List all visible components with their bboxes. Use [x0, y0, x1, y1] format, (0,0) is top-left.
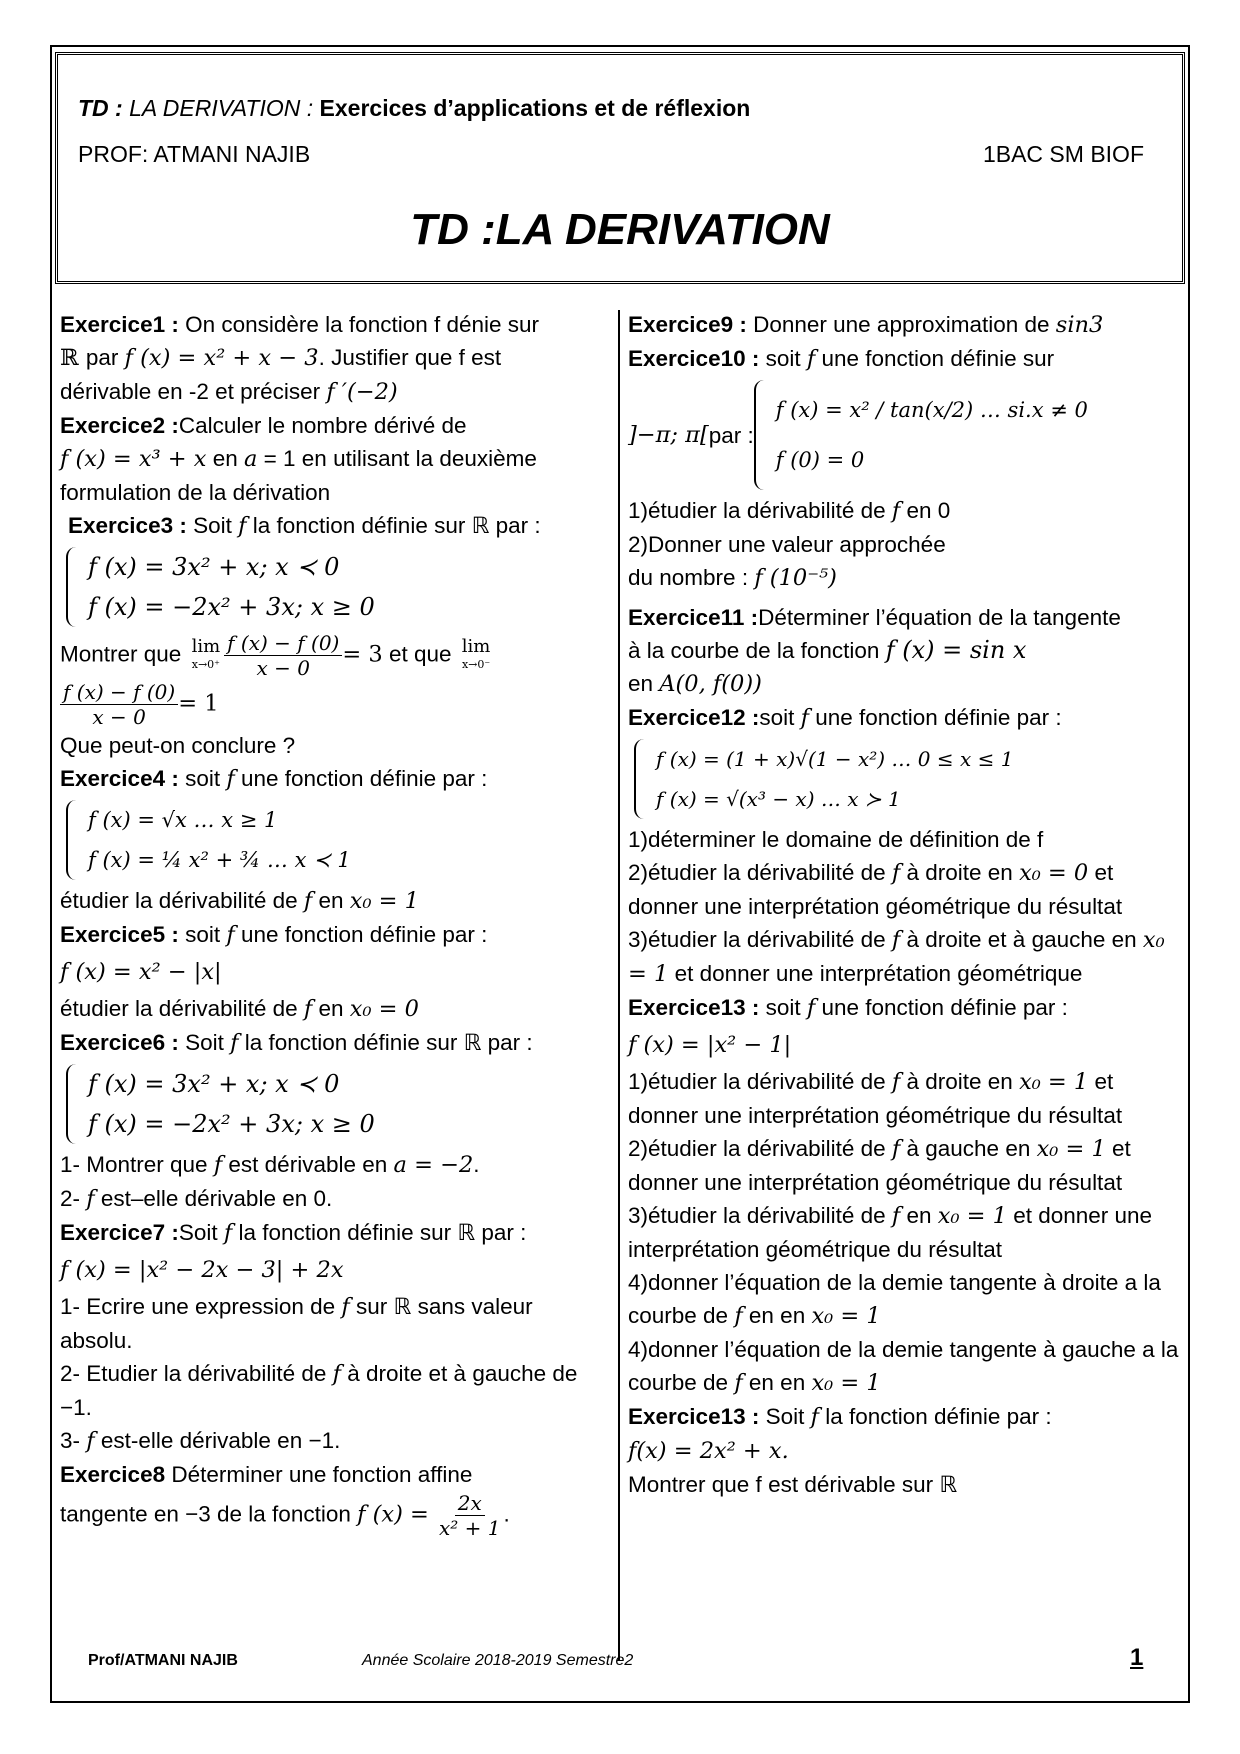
formula: f (x) = sin x — [885, 636, 1027, 664]
class-name: 1BAC SM BIOF — [982, 141, 1144, 167]
td-topic: LA DERIVATION : — [122, 95, 320, 121]
header-line — [78, 95, 750, 122]
formula: f (x) = |x² − 2x − 3| + 2x — [60, 1257, 344, 1283]
exercise-title: Exercice12 : — [628, 705, 760, 730]
piecewise-system: f (x) = 3x² + x; x ≺ 0 f (x) = −2x² + 3x; x ≥ 0 — [66, 547, 610, 627]
exercise-title: Exercice10 : — [628, 346, 760, 371]
exercise-title: Exercice6 : — [60, 1030, 179, 1055]
formula: f (x) = x³ + x — [60, 446, 207, 472]
column-divider — [618, 310, 620, 1660]
exercise-title: Exercice3 : — [68, 513, 187, 538]
exercise-title: Exercice11 : — [628, 605, 759, 630]
page-number: 1 — [1130, 1644, 1144, 1671]
subtitle: Exercices d’applications et de réflexion — [319, 95, 751, 121]
brace — [66, 1064, 80, 1144]
header-box — [55, 52, 1185, 284]
exercise-title: Exercice4 : — [60, 766, 179, 791]
exercise-6: Exercice6 : Soit f la fonction définie sur ℝ par : — [60, 1030, 533, 1056]
brace — [634, 739, 648, 819]
footer-author: Prof/ATMANI NAJIB — [88, 1652, 238, 1669]
brace — [754, 380, 768, 490]
td-prefix: TD : — [78, 95, 123, 121]
fraction: $\frac{2x}{\text{x² + 1}}$ — [439, 1491, 501, 1540]
exercise-4: Exercice4 : soit f une fonction définie par : — [60, 766, 488, 792]
brace — [66, 547, 80, 627]
exercise-title: Exercice9 : — [628, 312, 747, 337]
fraction: $\frac{f (x) - f (0)}{x - 0}$ — [60, 680, 178, 729]
exercise-1: Exercice1 : On considère la fonction f dénie sur ℝ par f (x) = x² + x − 3. Justifier que f est dérivable en -2 et préciser f ′(−2) — [60, 312, 540, 405]
exercise-7: Exercice7 :Soit f la fonction définie sur ℝ par : — [60, 1220, 527, 1246]
exercise-title: Exercice1 : — [60, 312, 179, 337]
exercise-title: Exercice7 : — [60, 1220, 179, 1245]
left-column: Exercice1 : On considère la fonction f dénie sur ℝ par f (x) = x² + x − 3. Justifier que f est dérivable en -2 et préciser f ′(−2) Exercice2 :Calculer le nombre dérivé de f (x) = x³ + x en a = 1 en utilisant la deuxième formulation de la dérivation Exercice3 : Soit f la fonction définie sur ℝ par : f (x) = 3x² + x; x ≺ 0 f (x) = −2x² + 3x; x ≥ 0 Montrer que lim x→0⁺ $\frac{f (x) - f (0)}{x - 0}$ = 3 et que lim x→0⁻ $\frac{f (x) - f (0)}{x - 0}$ = 1 Que peut-on conclure ? Exercice4 : soit f une fonction définie par : f (x) = √x … x ≥ 1 f (x) = ¼ x² + ¾ … x ≺ 1 étudier la dérivabilité de f en x₀ = 1 Exercice5 : soit f une fonction définie par : f (x) = x² − |x| étudier la dérivabilité de f en x₀ = 0 Exercice6 : Soit f la fonction définie sur ℝ par : f (x) = 3x² + x; x ≺ 0 f (x) = −2x² + 3x; x ≥ 0 1- Montrer que f est dérivable en a = −2. 2- f est–elle dérivable en 0. Exercice7 :Soit f la fonction définie sur ℝ par : f (x) = |x² − 2x − 3| + 2x 1- Ecrire une expression de f sur ℝ sans valeur absolu. 2- Etudier la dérivabilité de f à droite et à gauche de −1. 3- f est-elle dérivable en −1. Exercice8 Déterminer une fonction affine tangente en −3 de la fonction f (x) = $\frac{2x}{\text{x² + 1}}$ . — [60, 308, 610, 1540]
exercise-title: Exercice8 — [60, 1462, 166, 1487]
exercise-14: Exercice13 : Soit f la fonction définie par : f(x) = 2x² + x. Montrer que f est dérivable sur ℝ — [628, 1404, 1052, 1497]
piecewise-system: ]−π; π[ par : f (x) = x² / tan(x/2) … si.x ≠ 0 f (0) = 0 — [628, 380, 1183, 490]
exercise-title: Exercice13 : — [628, 1404, 760, 1429]
page-title: TD :LA DERIVATION — [410, 205, 830, 254]
exercise-5: Exercice5 : soit f une fonction définie par : — [60, 922, 488, 948]
formula: f (x) = |x² − 1| — [628, 1032, 792, 1058]
limit-op: lim x→0⁻ — [461, 635, 491, 671]
exercise-9: Exercice9 : Donner une approximation de sin3 — [628, 312, 1104, 338]
formula: f ′(−2) — [326, 379, 398, 405]
limit-line: Montrer que lim x→0⁺ $\frac{f (x) - f (0)}{x - 0}$ = 3 et que lim x→0⁻ $\frac{f (x) - f (0)}{x - 0}$ = 1 — [60, 631, 491, 729]
exercise-12: Exercice12 :soit f une fonction définie par : — [628, 705, 1062, 731]
exercise-13: Exercice13 : soit f une fonction définie par : — [628, 995, 1068, 1021]
prof-name: PROF: ATMANI NAJIB — [78, 141, 311, 167]
brace — [66, 800, 80, 880]
footer-year: Année Scolaire 2018-2019 Semestre2 — [362, 1652, 634, 1669]
piecewise-system: f (x) = √x … x ≥ 1 f (x) = ¼ x² + ¾ … x ≺ 1 — [66, 800, 610, 880]
exercise-10: Exercice10 : soit f une fonction définie sur — [628, 346, 1055, 372]
exercise-3: Exercice3 : Soit f la fonction définie sur ℝ par : — [68, 513, 541, 539]
piecewise-system: f (x) = (1 + x)√(1 − x²) … 0 ≤ x ≤ 1 f (x) = √(x³ − x) … x ≻ 1 — [634, 739, 1183, 819]
formula: f (x) = x² − |x| — [60, 959, 222, 985]
exercise-title: Exercice5 : — [60, 922, 179, 947]
fraction: $\frac{f (x) - f (0)}{x - 0}$ — [224, 631, 342, 680]
exercise-2: Exercice2 :Calculer le nombre dérivé de f (x) = x³ + x en a = 1 en utilisant la deuxième formulation de la dérivation — [60, 413, 537, 505]
exercise-title: Exercice2 : — [60, 413, 179, 438]
exercise-11: Exercice11 :Déterminer l’équation de la tangente à la courbe de la fonction f (x) = sin x en A(0, f(0)) — [628, 605, 1121, 697]
piecewise-system: f (x) = 3x² + x; x ≺ 0 f (x) = −2x² + 3x; x ≥ 0 — [66, 1064, 610, 1144]
exercise-8: Exercice8 Déterminer une fonction affine tangente en −3 de la fonction f (x) = $\frac{2x}{\text{x² + 1}}$ . — [60, 1462, 510, 1540]
exercise-title: Exercice13 : — [628, 995, 760, 1020]
right-column: Exercice9 : Donner une approximation de sin3 Exercice10 : soit f une fonction définie sur ]−π; π[ par : f (x) = x² / tan(x/2) … si.x ≠ 0 f (0) = 0 1)étudier la dérivabilité de f en 0 2)Donner une valeur approchée du nombre : f (10⁻⁵) Exercice11 :Déterminer l’équation de la tangente à la courbe de la fonction f (x) = sin x en A(0, f(0)) Exercice12 :soit f une fonction définie par : f (x) = (1 + x)√(1 − x²) … 0 ≤ x ≤ 1 f (x) = √(x³ − x) … x ≻ 1 1)déterminer le domaine de définition de f 2)étudier la dérivabilité de f à droite en x₀ = 0 et donner une interprétation géométrique du résultat 3)étudier la dérivabilité de f à droite et à gauche en x₀ = 1 et donner une interprétation géométrique Exercice13 : soit f une fonction définie par : f (x) = |x² − 1| 1)étudier la dérivabilité de f à droite en x₀ = 1 et donner une interprétation géométrique du résultat 2)étudier la dérivabilité de f à gauche en x₀ = 1 et donner une interprétation géométrique du résultat 3)étudier la dérivabilité de f en x₀ = 1 et donner une interprétation géométrique du résultat 4)donner l’équation de la demie tangente à droite a la courbe de f en en x₀ = 1 4)donner l’équation de la demie tangente à gauche a la courbe de f en en x₀ = 1 Exercice13 : Soit f la fonction définie par : f(x) = 2x² + x. Montrer que f est dérivable sur ℝ — [628, 308, 1183, 1501]
limit-op: lim x→0⁺ — [191, 635, 221, 671]
formula: f (x) = x² + x − 3 — [124, 345, 319, 371]
